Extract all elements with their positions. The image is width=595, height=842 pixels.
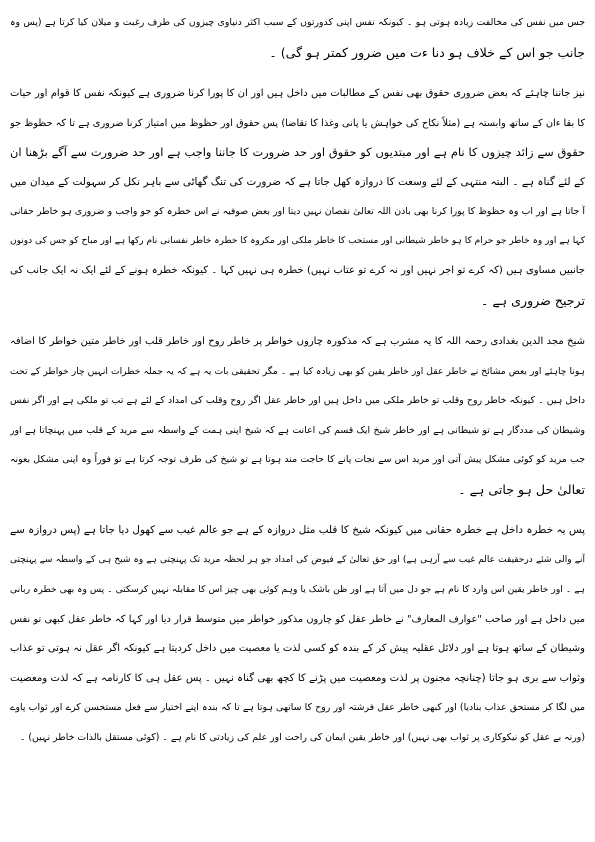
text-line: وشیطان کی مددگار ہے تو شیطانی ہے اور خاطر شیخ ایک قسم کی اعانت ہے کہ شیخ اپنی ہمت کے واسطہ سے مرید کے قلب میں پہنچاتا ہے اور <box>10 424 585 436</box>
text-line: آنے والی شئے درحقیقت عالم غیب سے آرہی ہے) اور حق تعالیٰ کے فیوض کی امداد جو ہر لحظہ مرید تک پہنچتی ہے وہ شیخ ہی کے واسطہ سے پہنچتی <box>10 554 585 565</box>
paragraph-3 <box>10 327 585 504</box>
text-line: نیز جاننا چاہئے کہ بعض ضروری حقوق بھی نفس کے مطالبات میں داخل ہیں اور ان کا پورا کرنا ضروری ہے کیونکہ نفس کا قوام اور حیات <box>10 88 585 99</box>
text-line: (ورنہ بے عقل کو نیکوکاری پر ثواب بھی نہیں) اور خاطر یقین ایمان کی راحت اور علم کی زیادتی کا نام ہے ۔ (کوئی مستقل بالذات خاطر نہیں) ۔ <box>19 731 585 743</box>
text-line: حقوق سے زائد چیزوں کا نام ہے اور مبتدیوں کو حقوق اور حد ضرورت کا جاننا واجب ہے اور حد ضرورت سے آگے بڑھنا ان <box>10 145 585 159</box>
paragraph-gap <box>10 67 585 79</box>
paragraph-2 <box>10 79 585 315</box>
text-line: جب مرید کو کوئی مشکل پیش آتی اور مرید اس سے نجات پانے کا حاجت مند ہوتا ہے تو شیخ کی طرف توجہ کرتا ہے تو فوراً وہ اپنی مشکل بعونہ <box>10 454 585 465</box>
text-line: ہے ۔ اور خاطر یقین اس وارد کا نام ہے جو دل میں آتا ہے اور ظن باشک یا وہم کوئی بھی چیز اس کا مقابلہ نہیں کرسکتی ۔ پس وہ بھی خطرہ ربانی <box>10 584 585 595</box>
text-line: ہونا چاہئے اور بعض مشائخ نے خاطر عقل اور خاطر یقین کو بھی زیادہ کیا ہے ۔ مگر تحقیقی بات یہ ہے کہ یہ جملہ خطرات انہیں چار خواطر کے تحت <box>10 365 585 377</box>
text-line: تعالیٰ حل ہو جاتی ہے ۔ <box>458 481 585 497</box>
text-line: جس میں نفس کی مخالفت زیادہ ہوتی ہو ۔ کیونکہ نفس اپنی کدورتوں کے سبب اکثر دنیاوی چیزوں کی طرف رغبت و میلان کیا کرتا ہے (پس وہ <box>10 17 585 28</box>
text-line: کے لئے گناہ ہے ۔ البتہ منتہی کے لئے وسعت کا دروازہ کھل جاتا ہے کہ ضرورت کی تنگ گھاٹی سے باہر نکل کر سہولت کے میدان میں <box>10 175 585 188</box>
paragraph-4 <box>10 516 585 752</box>
text-line: کہا ہے اور وہ خاطر جو حرام کا ہو خاطر شیطانی اور مستحب کا خاطر ملکی اور مکروہ کا خطرہ خاطر نفسانی نام رکھا ہے اور مباح کو جس کی دونوں <box>10 235 585 246</box>
text-line: کا بقا ءان کے ساتھ وابستہ ہے (مثلاً نکاح کی خواہش یا پانی وغذا کا تقاضا) پس حقوق اور حظوظ میں امتیاز کرنا ضروری ہے تا کہ حظوظ جو <box>10 117 585 129</box>
paragraph-1 <box>10 8 585 67</box>
text-line: میں داخل ہے اور صاحب "عوارف المعارف" نے خاطر عقل کو چاروں مذکور خواطر میں متوسط قرار دیا اور کہا کہ خاطر عقل کبھی تو نفس <box>10 613 585 625</box>
paragraph-gap <box>10 504 585 516</box>
text-line: آ جاتا ہے اور اب وہ حظوظ کا پورا کرنا بھی باذن اللہ تعالیٰ نقصان نہیں دیتا اور بعض صوفیہ نے اس خطرہ کو جو واجب و ضروری ہو خاطر حقانی <box>10 206 585 217</box>
text-line: جانب جو اس کے خلاف ہو دنا ءت میں ضرور کمتر ہو گی) ۔ <box>269 44 585 60</box>
text-line: ترجیح ضروری ہے ۔ <box>481 292 585 308</box>
text-line: وثواب سے بری ہو جاتا (چنانچہ مجنون پر لذت ومعصیت میں پڑنے کا کچھ بھی گناہ نہیں ۔ پس عقل ہی کا کارنامہ ہے کہ لذت ومعصیت <box>10 672 585 684</box>
text-line: جانبیں مساوی ہیں (کہ کرے تو اجر نہیں اور نہ کرے تو عتاب نہیں) خطرہ ہی نہیں کہا ۔ کیونکہ خطرہ ہونے کے لئے ایک نہ ایک جانب کی <box>10 265 585 276</box>
text-line: داخل ہیں ۔ کیونکہ خاطر روح وقلب تو خاطر ملکی میں داخل ہیں اور خاطر عقل اگر روح وقلب کی امداد کے لئے ہے تب تو ملکی ہے اور اگر نفس <box>10 395 585 406</box>
text-line: پس یہ خطرہ داخل ہے خطرہ حقانی میں کیونکہ شیخ کا قلب مثل دروازہ کے ہے جو عالم غیب سے کھول دیا جاتا ہے (پس دروازہ سے <box>10 524 585 536</box>
paragraph-gap <box>10 315 585 327</box>
text-line: میں لگا کر مستحق عذاب بنادیا) اور کبھی خاطر عقل فرشتہ اور روح کا ساتھی ہوتا ہے تا کہ بندہ اپنے اختیار سے فعل مستحسن کرے اور ثواب پاوے <box>10 702 585 713</box>
text-line: شیخ مجد الدین بغدادی رحمہ اللہ کا یہ مشرب ہے کہ مذکورہ چاروں خواطر پر خاطر روح اور خاطر قلب اور خاطر متین خواطر کا اضافہ <box>10 336 585 347</box>
text-line: وشیطان کے ساتھ ہوتا ہے اور دلائل عقلیہ پیش کر کے بندہ کو کسی لذت یا معصیت میں داخل کردیتا ہے کیونکہ اگر عقل نہ ہوتی تو عذاب <box>10 643 585 654</box>
